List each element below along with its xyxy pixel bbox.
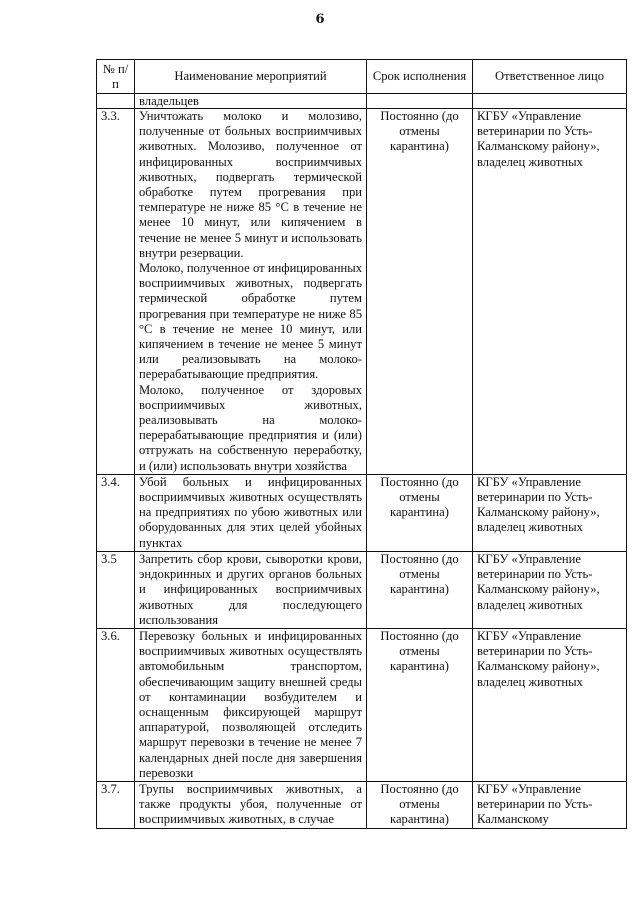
measure-paragraph: Молоко, полученное от инфицированных восприимчивых животных, подвергать термической обработке путем прогревания при температуре не ниже 85 °С в течение не менее 10 минут, или кипячением в течение не менее 5 минут или реализовывать на молоко-перерабатывающие предприятия.	[139, 261, 362, 382]
row-number: 3.3.	[97, 109, 135, 475]
measure-name	[135, 781, 367, 828]
responsible-cell: КГБУ «Управление ветеринарии по Усть-Калманскому району», владелец животных	[473, 551, 627, 628]
measure-paragraph: Уничтожать молоко и молозиво, полученные от больных восприимчивых животных. Молозиво, полученное от инфицированных восприимчивых животных, подвергать термической обработке путем прогревания при температуре не ниже 85 °С в течение не менее 10 минут, или кипячением в течение не менее 5 минут и использовать внутри резервации.	[139, 109, 362, 260]
header-term: Срок исполнения	[367, 60, 473, 94]
table-row	[97, 628, 627, 781]
measure-paragraph: Молоко, полученное от здоровых восприимчивых животных, реализовывать на молоко-перерабатывающие предприятия и (или) отгружать на собственную переработку, и (или) использовать внутри хозяйства	[139, 382, 362, 473]
measure-name	[135, 109, 367, 475]
row-number: 3.5	[97, 551, 135, 628]
measures-table	[96, 59, 627, 829]
table-header-row	[97, 60, 627, 94]
table-row	[97, 474, 627, 551]
term-cell: Постоянно (до отмены карантина)	[367, 109, 473, 475]
measure-paragraph: Трупы восприимчивых животных, а также продукты убоя, полученные от восприимчивых животных, в случае	[139, 781, 362, 827]
responsible-cell: КГБУ «Управление ветеринарии по Усть-Калманскому	[473, 781, 627, 828]
measure-paragraph: Убой больных и инфицированных восприимчивых животных осуществлять на предприятиях по убою животных или оборудованных для этих целей убойных пунктах	[139, 474, 362, 550]
continuation-term-cell	[367, 94, 473, 109]
table-row	[97, 551, 627, 628]
term-cell: Постоянно (до отмены карантина)	[367, 781, 473, 828]
term-cell: Постоянно (до отмены карантина)	[367, 551, 473, 628]
measure-paragraph: Перевозку больных и инфицированных восприимчивых животных осуществлять автомобильным транспортом, обеспечивающим защиту внешней среды от контаминации возбудителем и оснащенным фиксирующей маршрут аппаратурой, позволяющей отследить маршрут перевозки в течение не менее 7 календарных дней после дня завершения перевозки	[139, 628, 362, 780]
table-row	[97, 781, 627, 828]
measure-paragraph: Запретить сбор крови, сыворотки крови, эндокринных и других органов больных и инфицированных восприимчивых животных для последующего использования	[139, 551, 362, 627]
measure-name	[135, 628, 367, 781]
header-name: Наименование мероприятий	[135, 60, 367, 94]
row-number: 3.6.	[97, 628, 135, 781]
continuation-text: владельцев	[135, 94, 367, 109]
header-responsible: Ответственное лицо	[473, 60, 627, 94]
continuation-num-cell	[97, 94, 135, 109]
measure-name	[135, 551, 367, 628]
continuation-resp-cell	[473, 94, 627, 109]
page-number: 6	[315, 12, 325, 27]
continuation-row	[97, 94, 627, 109]
row-number: 3.4.	[97, 474, 135, 551]
responsible-cell: КГБУ «Управление ветеринарии по Усть-Калманскому району», владелец животных	[473, 474, 627, 551]
header-num: № п/п	[97, 60, 135, 94]
responsible-cell: КГБУ «Управление ветеринарии по Усть-Калманскому району», владелец животных	[473, 109, 627, 475]
measure-name	[135, 474, 367, 551]
responsible-cell: КГБУ «Управление ветеринарии по Усть-Калманскому району», владелец животных	[473, 628, 627, 781]
term-cell: Постоянно (до отмены карантина)	[367, 474, 473, 551]
term-cell: Постоянно (до отмены карантина)	[367, 628, 473, 781]
table-row	[97, 109, 627, 475]
row-number: 3.7.	[97, 781, 135, 828]
